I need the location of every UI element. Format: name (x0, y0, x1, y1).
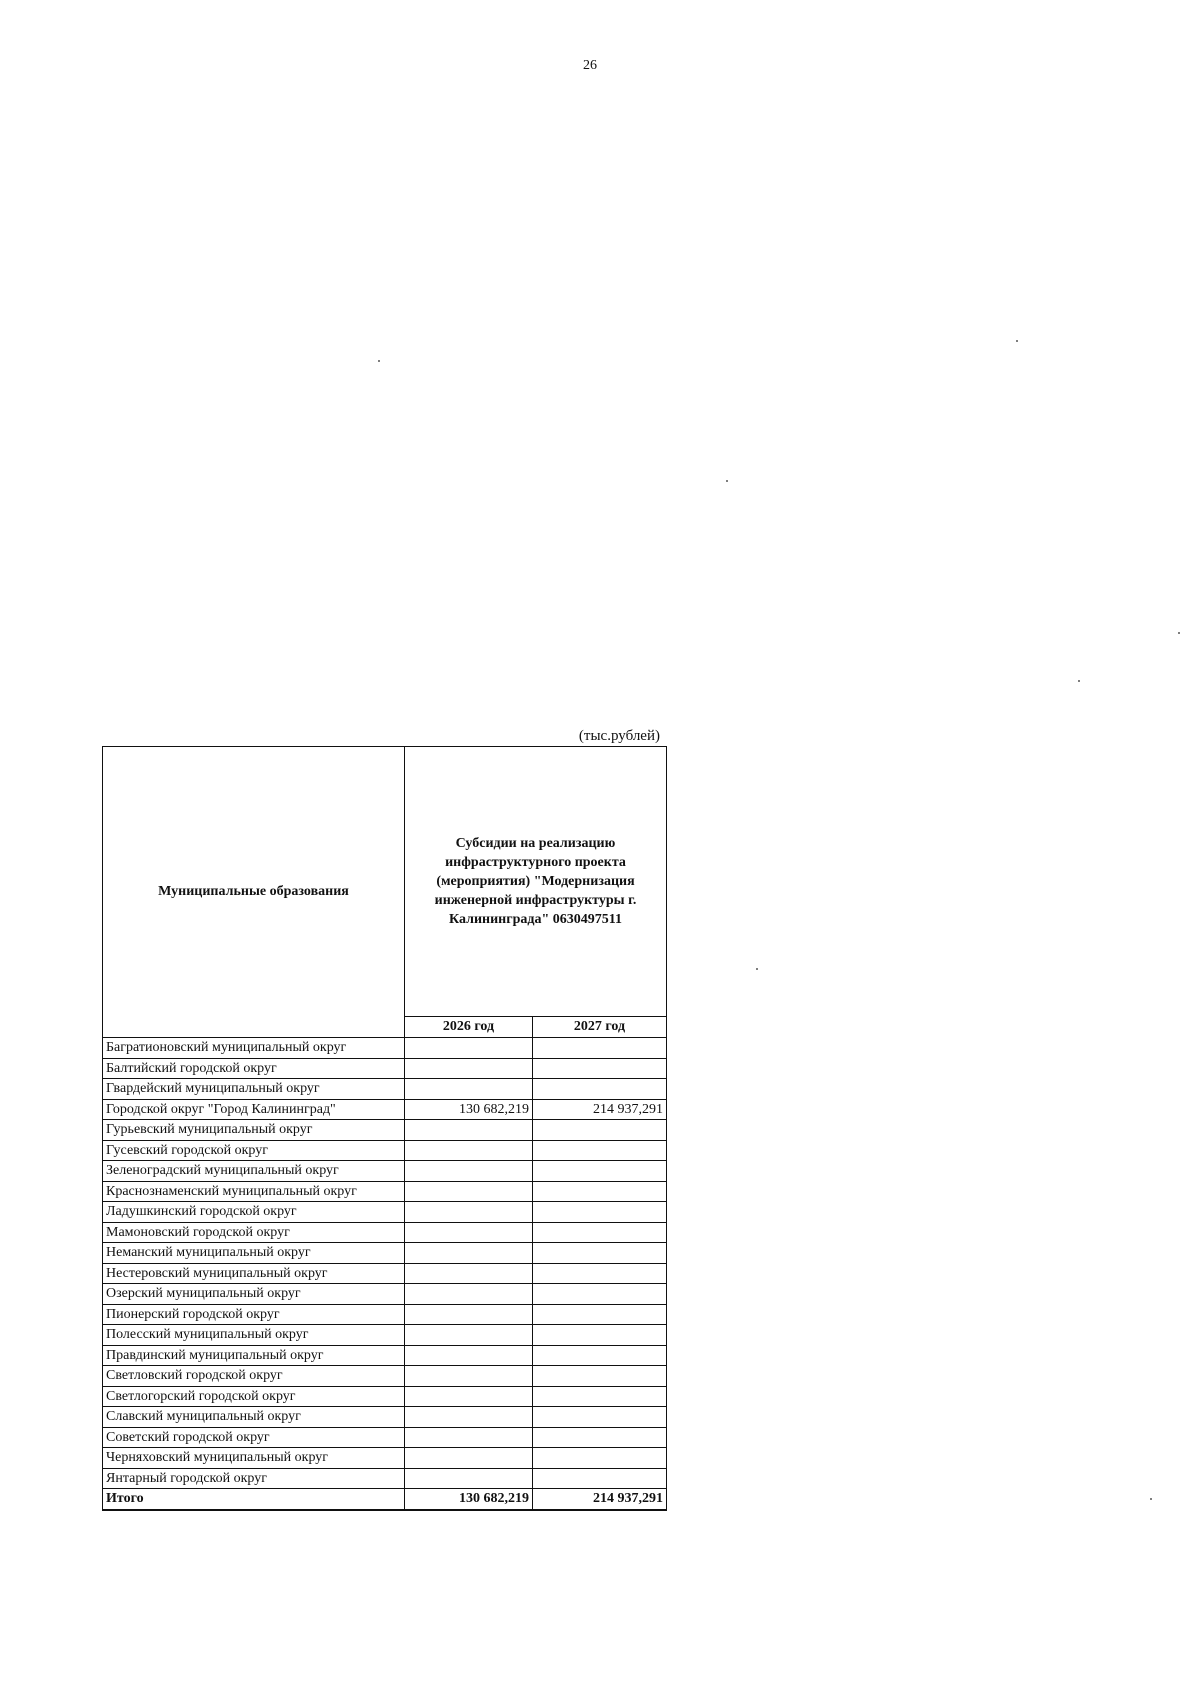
municipality-name: Нестеровский муниципальный округ (103, 1263, 405, 1284)
value-2027 (533, 1222, 667, 1243)
unit-note: (тыс.рублей) (578, 728, 660, 744)
table-row (103, 1099, 667, 1120)
scan-speck (726, 480, 728, 482)
value-2026 (405, 1079, 533, 1100)
municipality-name: Янтарный городской округ (103, 1468, 405, 1489)
value-2026 (405, 1427, 533, 1448)
value-2027 (533, 1386, 667, 1407)
scan-speck (1016, 340, 1018, 342)
value-2027 (533, 1038, 667, 1059)
value-2027 (533, 1243, 667, 1264)
value-2027 (533, 1058, 667, 1079)
value-2026 (405, 1038, 533, 1059)
table-row (103, 1304, 667, 1325)
municipality-name: Балтийский городской округ (103, 1058, 405, 1079)
header-municipalities: Муниципальные образования (103, 747, 405, 1038)
value-2026 (405, 1304, 533, 1325)
table-row (103, 1284, 667, 1305)
table-row (103, 1243, 667, 1264)
table-row (103, 1263, 667, 1284)
municipality-name: Славский муниципальный округ (103, 1407, 405, 1428)
municipality-name: Черняховский муниципальный округ (103, 1448, 405, 1469)
value-2026 (405, 1345, 533, 1366)
value-2027 (533, 1366, 667, 1387)
municipality-name: Пионерский городской округ (103, 1304, 405, 1325)
table-row (103, 1345, 667, 1366)
value-2027 (533, 1345, 667, 1366)
header-year-2026: 2026 год (405, 1016, 533, 1037)
table-row (103, 1038, 667, 1059)
value-2026 (405, 1058, 533, 1079)
municipality-name: Советский городской округ (103, 1427, 405, 1448)
table-row (103, 1325, 667, 1346)
scan-speck (756, 968, 758, 970)
municipality-name: Озерский муниципальный округ (103, 1284, 405, 1305)
value-2027 (533, 1202, 667, 1223)
value-2027 (533, 1079, 667, 1100)
table-row (103, 1386, 667, 1407)
value-2026 (405, 1263, 533, 1284)
value-2027 (533, 1263, 667, 1284)
municipality-name: Краснознаменский муниципальный округ (103, 1181, 405, 1202)
value-2026 (405, 1161, 533, 1182)
table-row (103, 1448, 667, 1469)
value-2026 (405, 1325, 533, 1346)
page-number: 26 (583, 58, 597, 73)
header-subsidy: Субсидии на реализацию инфраструктурного проекта (мероприятия) "Модернизация инженерной инфраструктуры г. Калининграда" 0630497511 (405, 747, 667, 1017)
value-2027 (533, 1120, 667, 1141)
value-2027 (533, 1448, 667, 1469)
value-2027 (533, 1140, 667, 1161)
table-row (103, 1140, 667, 1161)
table-row (103, 1468, 667, 1489)
value-2026 (405, 1222, 533, 1243)
value-2027 (533, 1407, 667, 1428)
total-row (103, 1489, 667, 1510)
value-2027 (533, 1161, 667, 1182)
value-2026 (405, 1407, 533, 1428)
value-2026 (405, 1181, 533, 1202)
municipality-name: Гурьевский муниципальный округ (103, 1120, 405, 1141)
municipality-name: Полесский муниципальный округ (103, 1325, 405, 1346)
municipality-name: Зеленоградский муниципальный округ (103, 1161, 405, 1182)
value-2027 (533, 1325, 667, 1346)
value-2027: 214 937,291 (533, 1099, 667, 1120)
table-row (103, 1202, 667, 1223)
value-2027 (533, 1304, 667, 1325)
table-row (103, 1058, 667, 1079)
value-2026 (405, 1120, 533, 1141)
municipality-name: Багратионовский муниципальный округ (103, 1038, 405, 1059)
table-row (103, 1181, 667, 1202)
value-2027 (533, 1284, 667, 1305)
value-2026: 130 682,219 (405, 1099, 533, 1120)
table-row (103, 1161, 667, 1182)
value-2026 (405, 1284, 533, 1305)
municipality-name: Гусевский городской округ (103, 1140, 405, 1161)
total-label: Итого (103, 1489, 405, 1510)
scan-speck (378, 360, 380, 362)
municipality-name: Светлогорский городской округ (103, 1386, 405, 1407)
scan-speck (1078, 680, 1080, 682)
value-2027 (533, 1468, 667, 1489)
municipality-name: Городской округ "Город Калининград" (103, 1099, 405, 1120)
value-2026 (405, 1243, 533, 1264)
value-2026 (405, 1202, 533, 1223)
municipality-name: Правдинский муниципальный округ (103, 1345, 405, 1366)
total-2026: 130 682,219 (405, 1489, 533, 1510)
table-row (103, 1407, 667, 1428)
value-2026 (405, 1468, 533, 1489)
table-row (103, 1079, 667, 1100)
value-2026 (405, 1140, 533, 1161)
scan-speck (1150, 1498, 1152, 1500)
table-row (103, 1427, 667, 1448)
municipality-name: Ладушкинский городской округ (103, 1202, 405, 1223)
value-2026 (405, 1366, 533, 1387)
header-year-2027: 2027 год (533, 1016, 667, 1037)
municipality-name: Неманский муниципальный округ (103, 1243, 405, 1264)
total-2027: 214 937,291 (533, 1489, 667, 1510)
table-row (103, 1222, 667, 1243)
value-2027 (533, 1181, 667, 1202)
municipality-name: Светловский городской округ (103, 1366, 405, 1387)
value-2026 (405, 1386, 533, 1407)
scan-speck (1178, 632, 1180, 634)
municipality-name: Гвардейский муниципальный округ (103, 1079, 405, 1100)
table-row (103, 1120, 667, 1141)
value-2027 (533, 1427, 667, 1448)
subsidy-table (102, 746, 667, 1511)
value-2026 (405, 1448, 533, 1469)
table-row (103, 1366, 667, 1387)
municipality-name: Мамоновский городской округ (103, 1222, 405, 1243)
